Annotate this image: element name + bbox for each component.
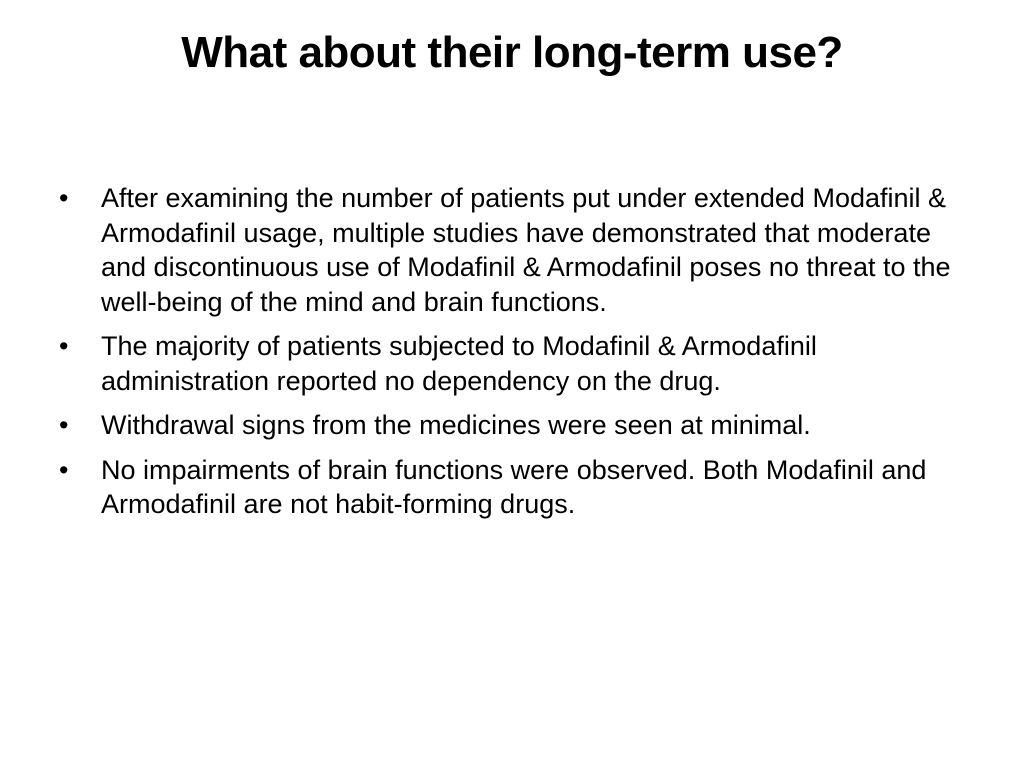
- bullet-list: [54, 181, 966, 532]
- bullet-item: [54, 453, 966, 522]
- bullet-text: No impairments of brain functions were observed. Both Modafinil and Armodafinil are not habit-forming drugs.: [101, 454, 927, 519]
- bullet-text: Withdrawal signs from the medicines were seen at minimal.: [101, 410, 811, 440]
- bullet-item: [54, 329, 966, 398]
- bullet-marker: •: [59, 331, 69, 361]
- bullet-item: [54, 181, 966, 319]
- bullet-marker: •: [59, 454, 69, 485]
- slide-title: What about their long-term use?: [181, 28, 843, 77]
- bullet-text: After examining the number of patients put under extended Modafinil & Armodafinil usage, multiple studies have demonstrated that moderate and discontinuous use of Modafinil & Armodafinil poses no threat to the well-being of the mind and brain functions.: [101, 183, 951, 317]
- bullet-text: The majority of patients subjected to Modafinil & Armodafinil administration reported no dependency on the drug.: [101, 331, 817, 396]
- bullet-marker: •: [59, 183, 69, 213]
- bullet-marker: •: [59, 410, 69, 440]
- bullet-item: [54, 408, 966, 443]
